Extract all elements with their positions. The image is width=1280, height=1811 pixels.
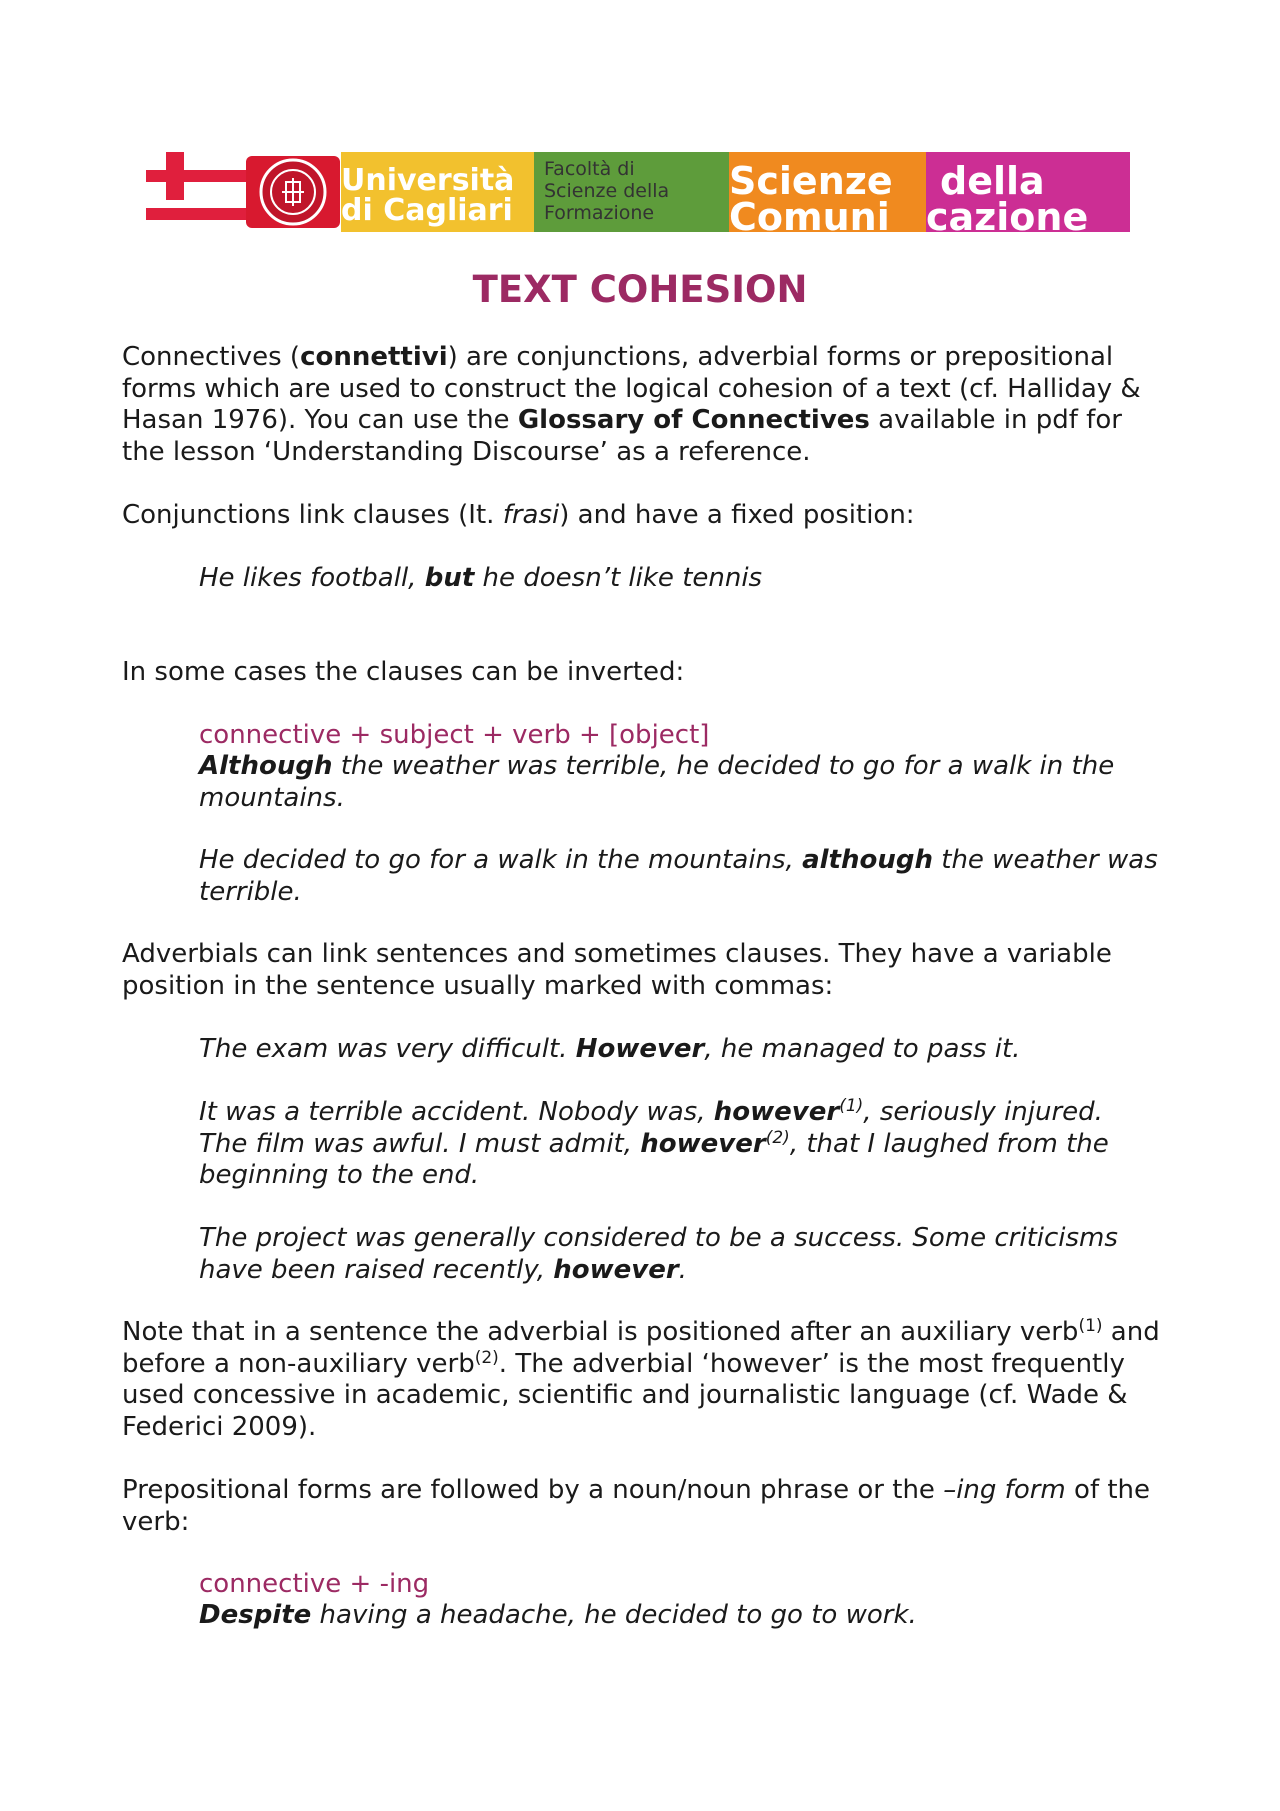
- formula-connective-ing: connective + -ing: [199, 1569, 430, 1599]
- intro-paragraph: Connectives (connettivi) are conjunctions, adverbial forms or prepositional forms which are used to construct the logical cohesion of a text (cf. Halliday & Hasan 1976). You can use the Glossary of Connectives available in pdf for the lesson ‘Understanding Discourse’ as a reference.: [122, 342, 1141, 467]
- example-accident-film: It was a terrible accident. Nobody was, however$^{(1)}$, seriously injured. The film was awful. I must admit, however$^{(2)}$, that I laughed from the beginning to the end.: [199, 1096, 1109, 1190]
- banner-university-segment: [341, 152, 534, 232]
- banner-scienze-segment: [729, 152, 926, 232]
- banner-flag-segment: [146, 152, 341, 232]
- example-despite: Despite having a headache, he decided to go to work.: [199, 1600, 917, 1630]
- banner-della-line1: della: [940, 159, 1045, 203]
- example-although-second: He decided to go for a walk in the mountains, although the weather was terrible.: [199, 845, 1158, 907]
- example-although-first: Although the weather was terrible, he decided to go for a walk in the mountains.: [199, 751, 1115, 813]
- banner-faculty-line2: Scienze della: [544, 180, 670, 202]
- banner-scienze-line1: Scienze: [729, 159, 893, 203]
- banner-comunicazione-segment: [926, 152, 1130, 232]
- prepositional-forms-paragraph: Prepositional forms are followed by a noun/noun phrase or the –ing form of the verb:: [122, 1475, 1151, 1537]
- example-project: The project was generally considered to be a success. Some criticisms have been raised recently, however.: [199, 1223, 1118, 1285]
- note-paragraph: Note that in a sentence the adverbial is positioned after an auxiliary verb$^{(1)}$ and before a non-auxiliary verb$^{(2)}$. The adverbial ‘however’ is the most frequently used concessive in academic, scientific and journalistic language (cf. Wade & Federici 2009).: [122, 1316, 1160, 1442]
- university-seal-icon: [246, 156, 340, 228]
- banner-university-line2: di Cagliari: [341, 193, 513, 228]
- banner-faculty-segment: [534, 152, 729, 232]
- banner-della-line2: cazione: [926, 195, 1089, 232]
- banner-faculty-line3: Formazione: [544, 202, 655, 224]
- banner-university-line1: Università: [341, 163, 515, 198]
- conjunctions-paragraph: Conjunctions link clauses (It. frasi) and have a fixed position:: [122, 500, 915, 530]
- banner-faculty-line1: Facoltà di: [544, 158, 635, 180]
- example-football: He likes football, but he doesn’t like tennis: [199, 563, 763, 593]
- page-title: TEXT COHESION: [472, 268, 808, 311]
- adverbials-paragraph: Adverbials can link sentences and sometimes clauses. They have a variable position in the sentence usually marked with commas:: [122, 939, 1112, 1001]
- university-banner: [146, 152, 1130, 232]
- banner-scienze-line2: Comuni: [729, 195, 890, 232]
- formula-connective-subject-verb: connective + subject + verb + [object]: [199, 720, 710, 750]
- example-exam: The exam was very difficult. However, he managed to pass it.: [199, 1034, 1021, 1064]
- inverted-clauses-paragraph: In some cases the clauses can be inverted:: [122, 657, 685, 687]
